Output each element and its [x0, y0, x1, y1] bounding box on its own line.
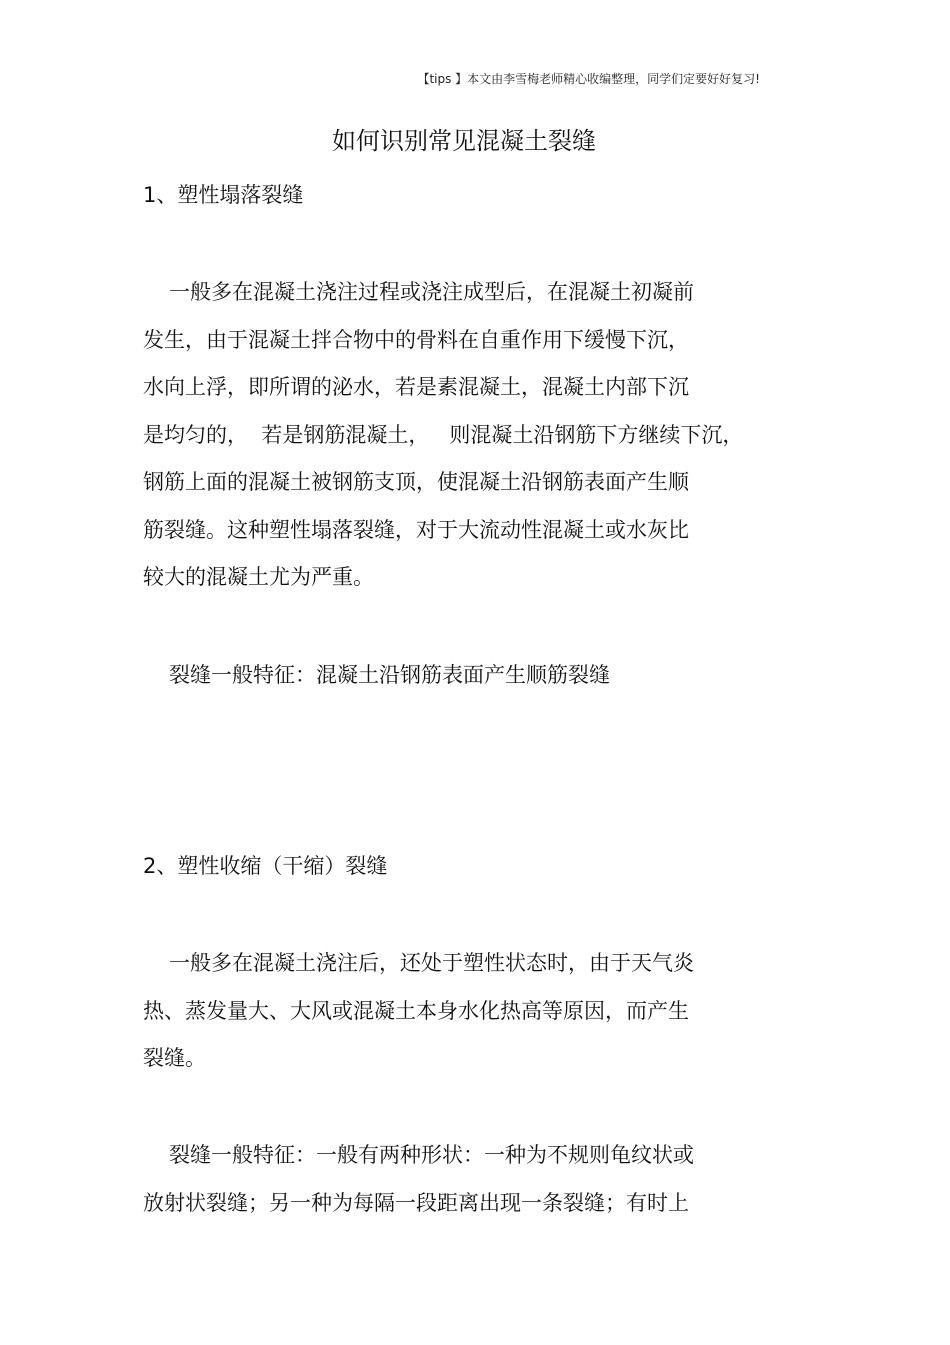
- section-2-feature: [143, 1132, 694, 1227]
- paragraph-line: 放射状裂缝；另一种为每隔一段距离出现一条裂缝；有时上: [143, 1190, 689, 1215]
- section-2-paragraph: [143, 940, 694, 1083]
- section-1-heading: 1、塑性塌落裂缝: [143, 183, 304, 207]
- tips-banner: 【tips 】本文由李雪梅老师精心收编整理，同学们定要好好复习!: [417, 72, 760, 86]
- paragraph-line: 是均匀的， 若是钢筋混凝土， 则混凝土沿钢筋下方继续下沉，: [143, 422, 744, 447]
- page-title: 如何识别常见混凝土裂缝: [332, 127, 596, 155]
- paragraph-line: 水向上浮，即所谓的泌水，若是素混凝土，混凝土内部下沉: [143, 375, 689, 399]
- section-1-feature: 裂缝一般特征：混凝土沿钢筋表面产生顺筋裂缝: [169, 663, 610, 687]
- paragraph-line: 热、蒸发量大、大风或混凝土本身水化热高等原因，而产生: [143, 998, 689, 1023]
- paragraph-line: 一般多在混凝土浇注过程或浇注成型后，在混凝土初凝前: [169, 280, 694, 304]
- paragraph-line: 发生，由于混凝土拌合物中的骨料在自重作用下缓慢下沉，: [143, 327, 689, 352]
- section-1-paragraph: [143, 269, 743, 602]
- paragraph-line: 一般多在混凝土浇注后，还处于塑性状态时，由于天气炎: [169, 951, 694, 975]
- paragraph-line: 较大的混凝土尤为严重。: [143, 565, 374, 589]
- paragraph-line: 裂缝一般特征：一般有两种形状：一种为不规则龟纹状或: [169, 1143, 694, 1167]
- section-2-heading: 2、塑性收缩（干缩）裂缝: [143, 854, 388, 878]
- paragraph-line: 裂缝。: [143, 1046, 206, 1070]
- paragraph-line: 筋裂缝。这种塑性塌落裂缝，对于大流动性混凝土或水灰比: [143, 517, 689, 542]
- paragraph-line: 钢筋上面的混凝土被钢筋支顶，使混凝土沿钢筋表面产生顺: [143, 470, 689, 494]
